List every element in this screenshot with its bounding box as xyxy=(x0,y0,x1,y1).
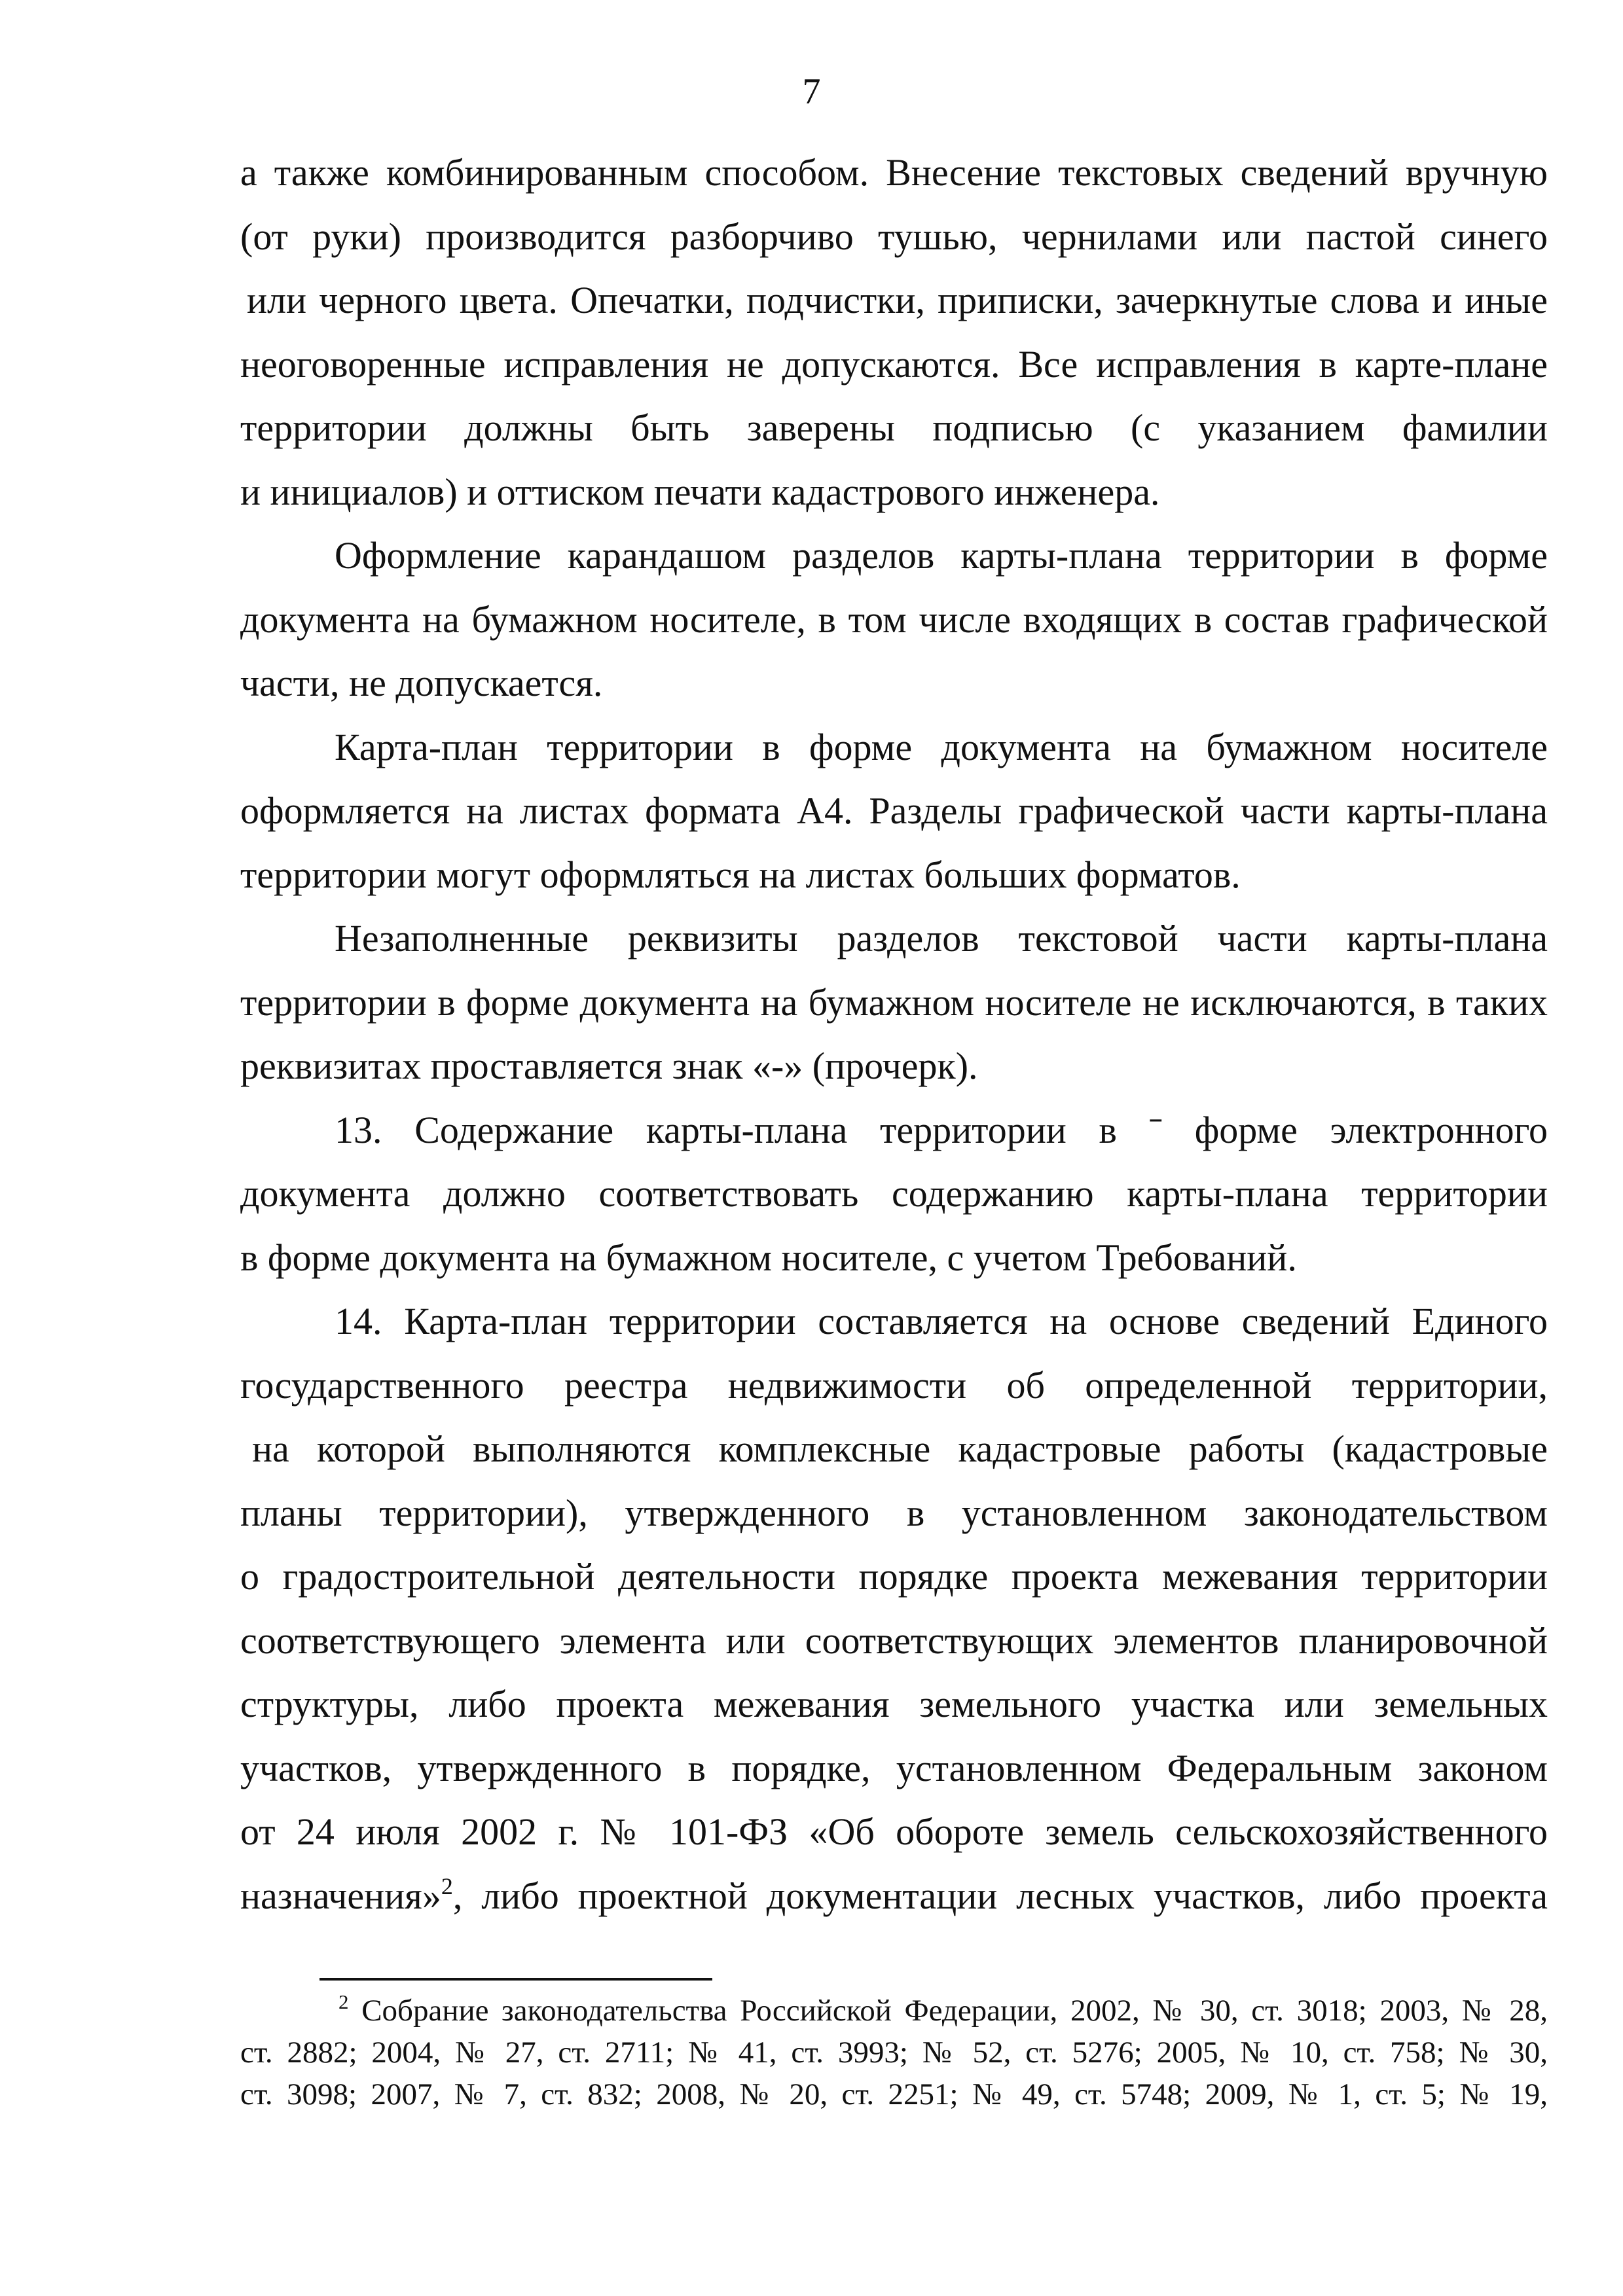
text-line: о градостроительной деятельности порядке проекта межевания территории xyxy=(240,1555,1548,1598)
text-line: в форме документа на бумажном носителе, с учетом Требований. xyxy=(240,1236,1297,1279)
text-line: соответствующего элемента или соответствующих элементов планировочной xyxy=(240,1619,1548,1662)
footnote-line xyxy=(240,1990,1548,2032)
text-line: Карта-план территории в форме документа на бумажном носителе xyxy=(335,725,1548,768)
footnote xyxy=(240,1990,1548,2115)
text-line: на которой выполняются комплексные кадастровые работы (кадастровые xyxy=(252,1427,1548,1470)
text-line xyxy=(240,1864,1548,1928)
text-line: а также комбинированным способом. Внесение текстовых сведений вручную xyxy=(240,151,1548,194)
text-line: неоговоренные исправления не допускаются. Все исправления в карте-плане xyxy=(240,342,1548,386)
footnote-separator xyxy=(319,1978,712,1981)
text-line: 14. Карта-план территории составляется на основе сведений Единого xyxy=(335,1300,1548,1342)
footnote-text: Собрание законодательства Российской Федерации, 2002, № 30, ст. 3018; 2003, № 28, xyxy=(361,1994,1548,2028)
text-line: документа на бумажном носителе, в том числе входящих в состав графической xyxy=(240,598,1548,641)
text-line: и инициалов) и оттиском печати кадастрового инженера. xyxy=(240,470,1160,513)
text-line: оформляется на листах формата А4. Разделы графической части карты-плана xyxy=(240,789,1548,832)
page-number: 7 xyxy=(802,71,821,112)
text-line: планы территории), утвержденного в установленном законодательством xyxy=(240,1491,1548,1534)
text-segment: назначения» xyxy=(240,1874,441,1917)
text-line: государственного реестра недвижимости об определенной территории, xyxy=(240,1363,1548,1407)
text-line: Незаполненные реквизиты разделов текстовой части карты-плана xyxy=(335,917,1548,960)
footnote-line: ст. 2882; 2004, № 27, ст. 2711; № 41, ст. 3993; № 52, ст. 5276; 2005, № 10, ст. 758; № 30, xyxy=(240,2036,1548,2070)
text-line: реквизитах проставляется знак «-» (прочерк). xyxy=(240,1045,978,1087)
text-line: структуры, либо проекта межевания земельного участка или земельных xyxy=(240,1683,1548,1725)
text-line: (от руки) производится разборчиво тушью, чернилами или пастой синего xyxy=(240,215,1548,258)
text-line: 13. Содержание карты-плана территории в ˉ форме электронного xyxy=(335,1108,1548,1151)
text-line: части, не допускается. xyxy=(240,662,603,704)
text-line: от 24 июля 2002 г. № 101-ФЗ «Об обороте земель сельскохозяйственного xyxy=(240,1810,1548,1853)
text-line: Оформление карандашом разделов карты-плана территории в форме xyxy=(335,534,1548,577)
footnote-reference: 2 xyxy=(441,1873,453,1899)
text-line: территории должны быть заверены подписью (с указанием фамилии xyxy=(240,406,1548,449)
text-line: территории могут оформляться на листах больших форматов. xyxy=(240,853,1241,896)
text-line: или черного цвета. Опечатки, подчистки, приписки, зачеркнутые слова и иные xyxy=(247,279,1548,321)
text-line: территории в форме документа на бумажном носителе не исключаются, в таких xyxy=(240,980,1548,1024)
text-segment: , либо проектной документации лесных участков, либо проекта xyxy=(452,1874,1548,1917)
body-text xyxy=(240,141,1548,1928)
footnote-mark: 2 xyxy=(338,1990,349,2013)
text-line: участков, утвержденного в порядке, установленном Федеральным законом xyxy=(240,1746,1548,1789)
text-line: документа должно соответствовать содержанию карты-плана территории xyxy=(240,1172,1548,1215)
footnote-line: ст. 3098; 2007, № 7, ст. 832; 2008, № 20, ст. 2251; № 49, ст. 5748; 2009, № 1, ст. 5; № 19, xyxy=(240,2077,1548,2111)
